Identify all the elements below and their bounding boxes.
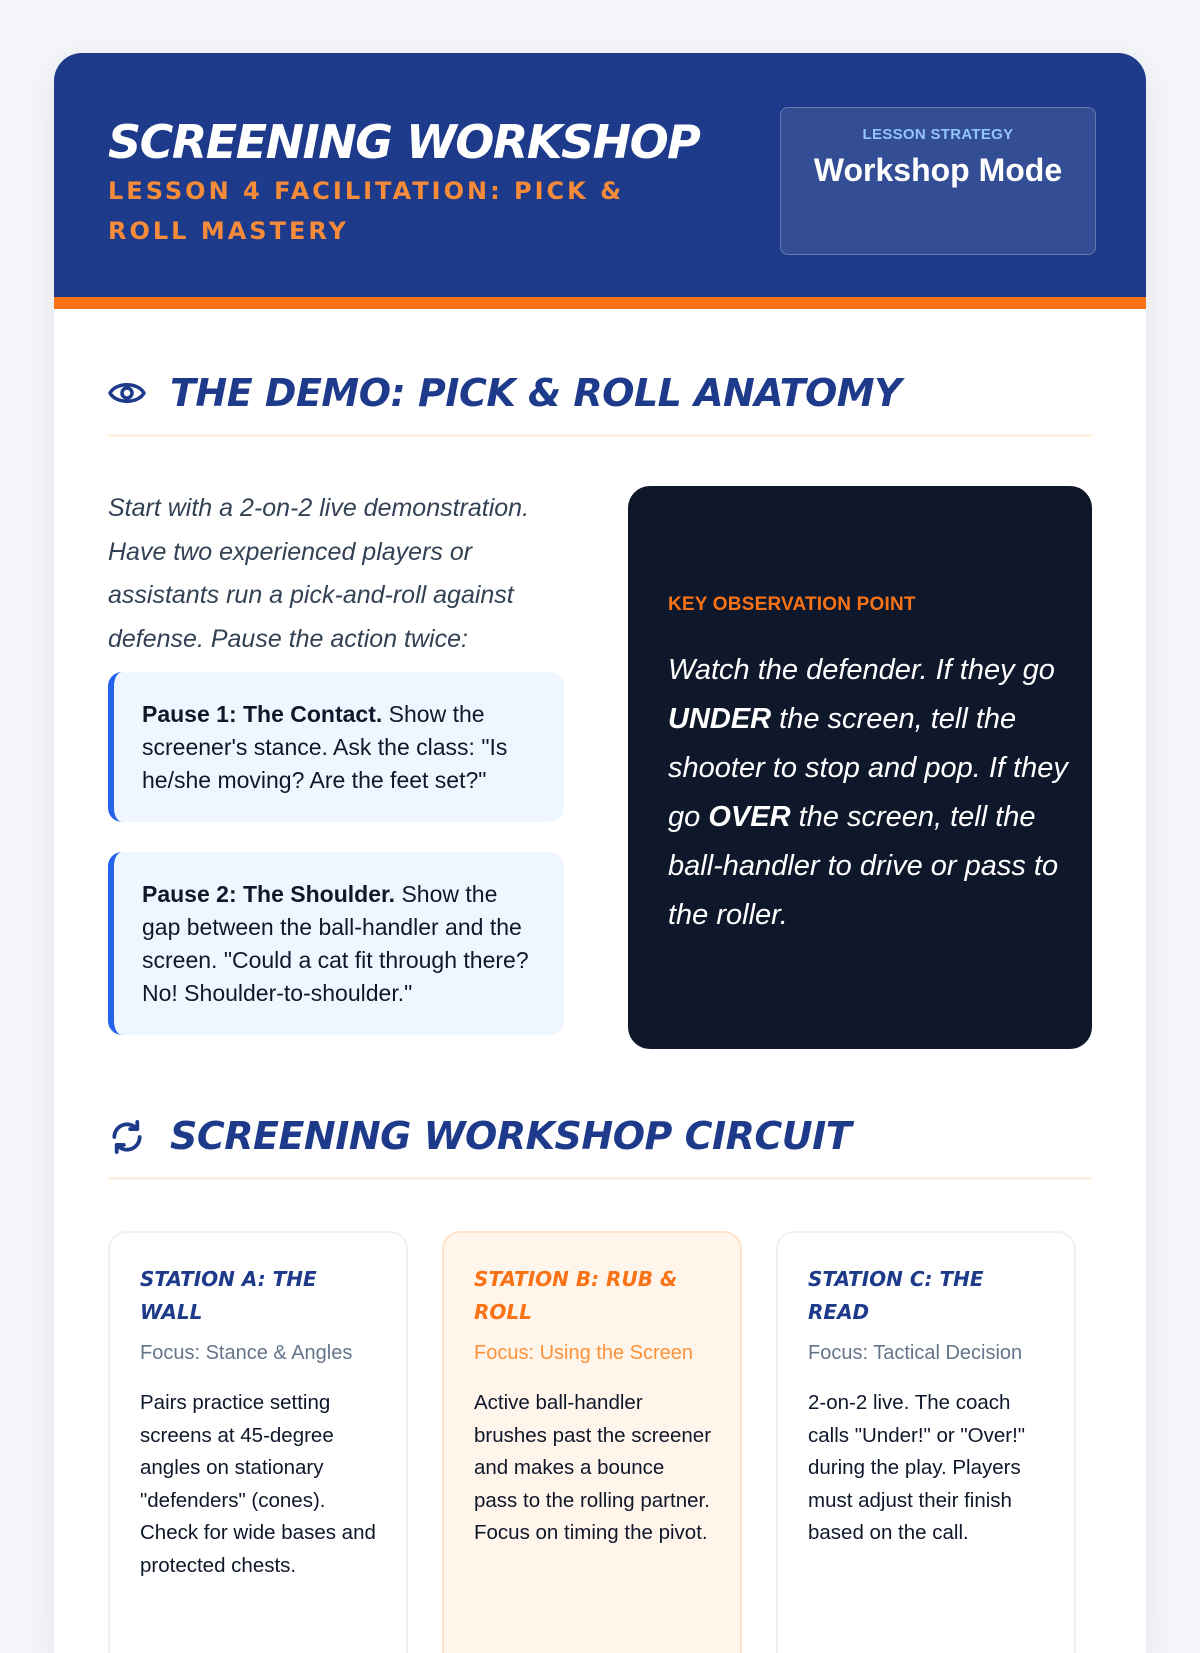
key-emphasis-over: OVER	[708, 801, 791, 833]
station-focus: Focus: Using the Screen	[474, 1342, 693, 1364]
demo-heading: THE DEMO: PICK & ROLL ANATOMY	[170, 371, 902, 415]
station-title: STATION A: THE WALL	[140, 1267, 317, 1324]
key-text-part: Watch the defender. If they go	[668, 654, 1055, 686]
eye-icon	[108, 379, 146, 407]
refresh-icon	[108, 1118, 146, 1156]
key-emphasis-under: UNDER	[668, 703, 772, 735]
pause-callout-1	[108, 672, 564, 822]
strategy-badge	[780, 107, 1096, 255]
station-card-c	[776, 1231, 1076, 1653]
circuit-section-heading	[108, 1114, 1092, 1180]
page-subtitle: LESSON 4 FACILITATION: PICK & ROLL MASTERY	[108, 177, 625, 245]
strategy-label: LESSON STRATEGY	[862, 126, 1014, 143]
key-observation-box	[628, 486, 1092, 1049]
pause-title: Pause 2: The Shoulder.	[142, 881, 396, 907]
station-card-b	[442, 1231, 742, 1653]
pause-text: Show the gap between the ball-handler and the screen. "Could a cat fit through there? No! Shoulder-to-shoulder."	[142, 881, 529, 1006]
station-description: Pairs practice setting screens at 45-degree angles on stationary "defenders" (cones). Check for wide bases and protected chests.	[140, 1391, 376, 1577]
demo-intro: Start with a 2-on-2 live demonstration. Have two experienced players or assistants run a pick-and-roll against defense. Pause the action twice:	[108, 494, 530, 653]
pause-text: Show the screener's stance. Ask the class: "Is he/she moving? Are the feet set?"	[142, 701, 508, 793]
pause-callout-2	[108, 852, 564, 1035]
station-title: STATION C: THE READ	[808, 1267, 984, 1324]
station-title: STATION B: RUB & ROLL	[474, 1267, 678, 1324]
circuit-heading: SCREENING WORKSHOP CIRCUIT	[170, 1114, 852, 1158]
lesson-header	[54, 53, 1146, 309]
demo-section-heading	[108, 371, 1092, 437]
key-observation-text	[668, 646, 1068, 940]
key-observation-label: KEY OBSERVATION POINT	[668, 594, 916, 615]
station-description: 2-on-2 live. The coach calls "Under!" or "Over!" during the play. Players must adjust their finish based on the call.	[808, 1391, 1026, 1544]
station-focus: Focus: Stance & Angles	[140, 1342, 353, 1364]
pause-title: Pause 1: The Contact.	[142, 701, 383, 727]
station-card-a	[108, 1231, 408, 1653]
station-focus: Focus: Tactical Decision	[808, 1342, 1023, 1364]
strategy-value: Workshop Mode	[813, 152, 1063, 188]
lesson-card	[54, 53, 1146, 1653]
key-text-part: the screen, tell the shooter to stop and pop. If they go	[668, 703, 1068, 833]
key-text-part: the screen, tell the ball-handler to drive or pass to the roller.	[668, 801, 1059, 931]
station-description: Active ball-handler brushes past the screener and makes a bounce pass to the rolling partner. Focus on timing the pivot.	[474, 1391, 712, 1544]
page-title: SCREENING WORKSHOP	[108, 115, 700, 169]
